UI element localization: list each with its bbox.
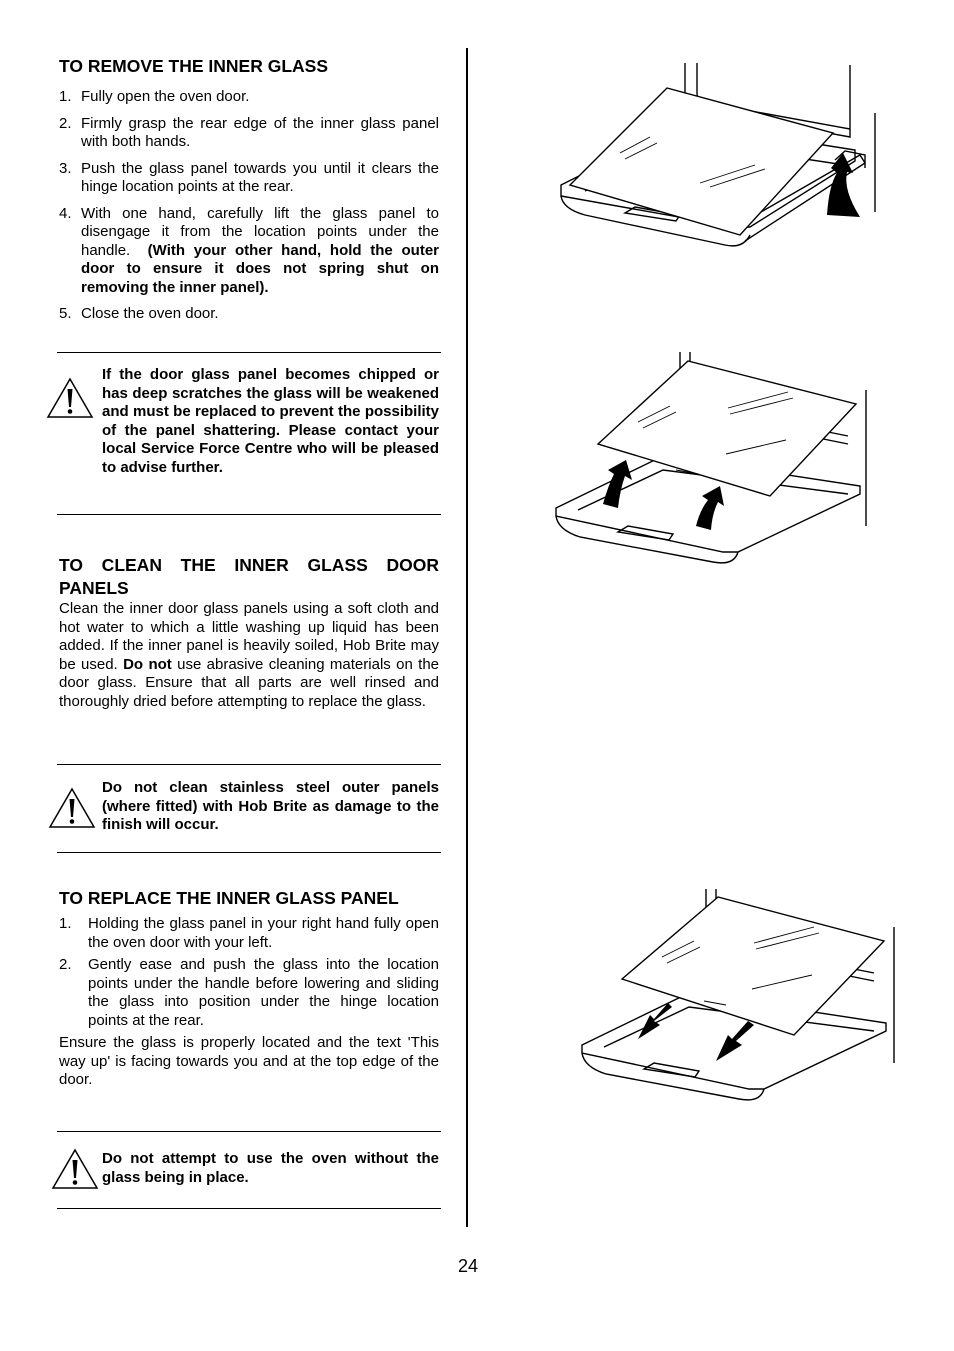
remove-section <box>59 55 439 332</box>
list-item: 3. Push the glass panel towards you until it clears the hinge location points at the rear. <box>59 159 439 195</box>
warning-box-glass-damage <box>57 352 441 515</box>
warning-text: Do not clean stainless steel outer panels (where fitted) with Hob Brite as damage to the finish will occur. <box>102 779 439 833</box>
replace-steps <box>59 915 439 1030</box>
remove-glass-illustration <box>545 55 890 260</box>
lift-glass-illustration <box>548 348 873 570</box>
clean-paragraph: Clean the inner door glass panels using a soft cloth and hot water to which a little washing up liquid has been added. If the inner panel is heavily soiled, Hob Brite may be used. Do not use abrasive cleaning materials on the door glass. Ensure that all parts are well rinsed and thoroughly dried before attempting to replace the glass. <box>59 600 440 710</box>
warning-box-stainless-steel <box>57 764 441 853</box>
list-item: 5. Close the oven door. <box>59 305 219 322</box>
replace-heading: TO REPLACE THE INNER GLASS PANEL <box>59 888 399 908</box>
list-item: 1. Fully open the oven door. <box>59 88 250 105</box>
remove-heading: TO REMOVE THE INNER GLASS <box>59 56 329 76</box>
warning-text: If the door glass panel becomes chipped or has deep scratches the glass will be weakened and must be replaced to prevent the possibility of the panel shattering. Please contact your local Service Force Centre who will be pleased to advise further. <box>102 366 439 476</box>
list-item: 1. Holding the glass panel in your right hand fully open the oven door with your left. <box>59 915 439 951</box>
warning-triangle-icon <box>46 377 94 419</box>
replace-section <box>59 887 439 1090</box>
page-number: 24 <box>457 1256 479 1276</box>
list-item: 2. Firmly grasp the rear edge of the inner glass panel with both hands. <box>59 114 439 150</box>
list-item: 2. Gently ease and push the glass into the location points under the handle before lowering and sliding the glass into position under the hinge location points at the rear. <box>59 956 439 1029</box>
replace-note: Ensure the glass is properly located and the text 'This way up' is facing towards you and at the top edge of the door. <box>59 1034 439 1088</box>
clean-section <box>59 554 439 711</box>
warning-triangle-icon <box>48 787 96 829</box>
warning-triangle-icon <box>51 1148 99 1190</box>
warning-text: Do not attempt to use the oven without the glass being in place. <box>102 1150 439 1186</box>
column-divider <box>466 48 468 1227</box>
remove-steps <box>59 88 439 324</box>
clean-heading: TO CLEAN THE INNER GLASS DOOR PANELS <box>59 555 439 598</box>
warning-box-use-without-glass <box>57 1131 441 1209</box>
list-item: 4. With one hand, carefully lift the glass panel to disengage it from the location points under the handle. (With your other hand, hold the outer door to ensure it does not spring shut on removing the inner panel). <box>59 204 439 296</box>
replace-glass-illustration <box>574 885 904 1107</box>
